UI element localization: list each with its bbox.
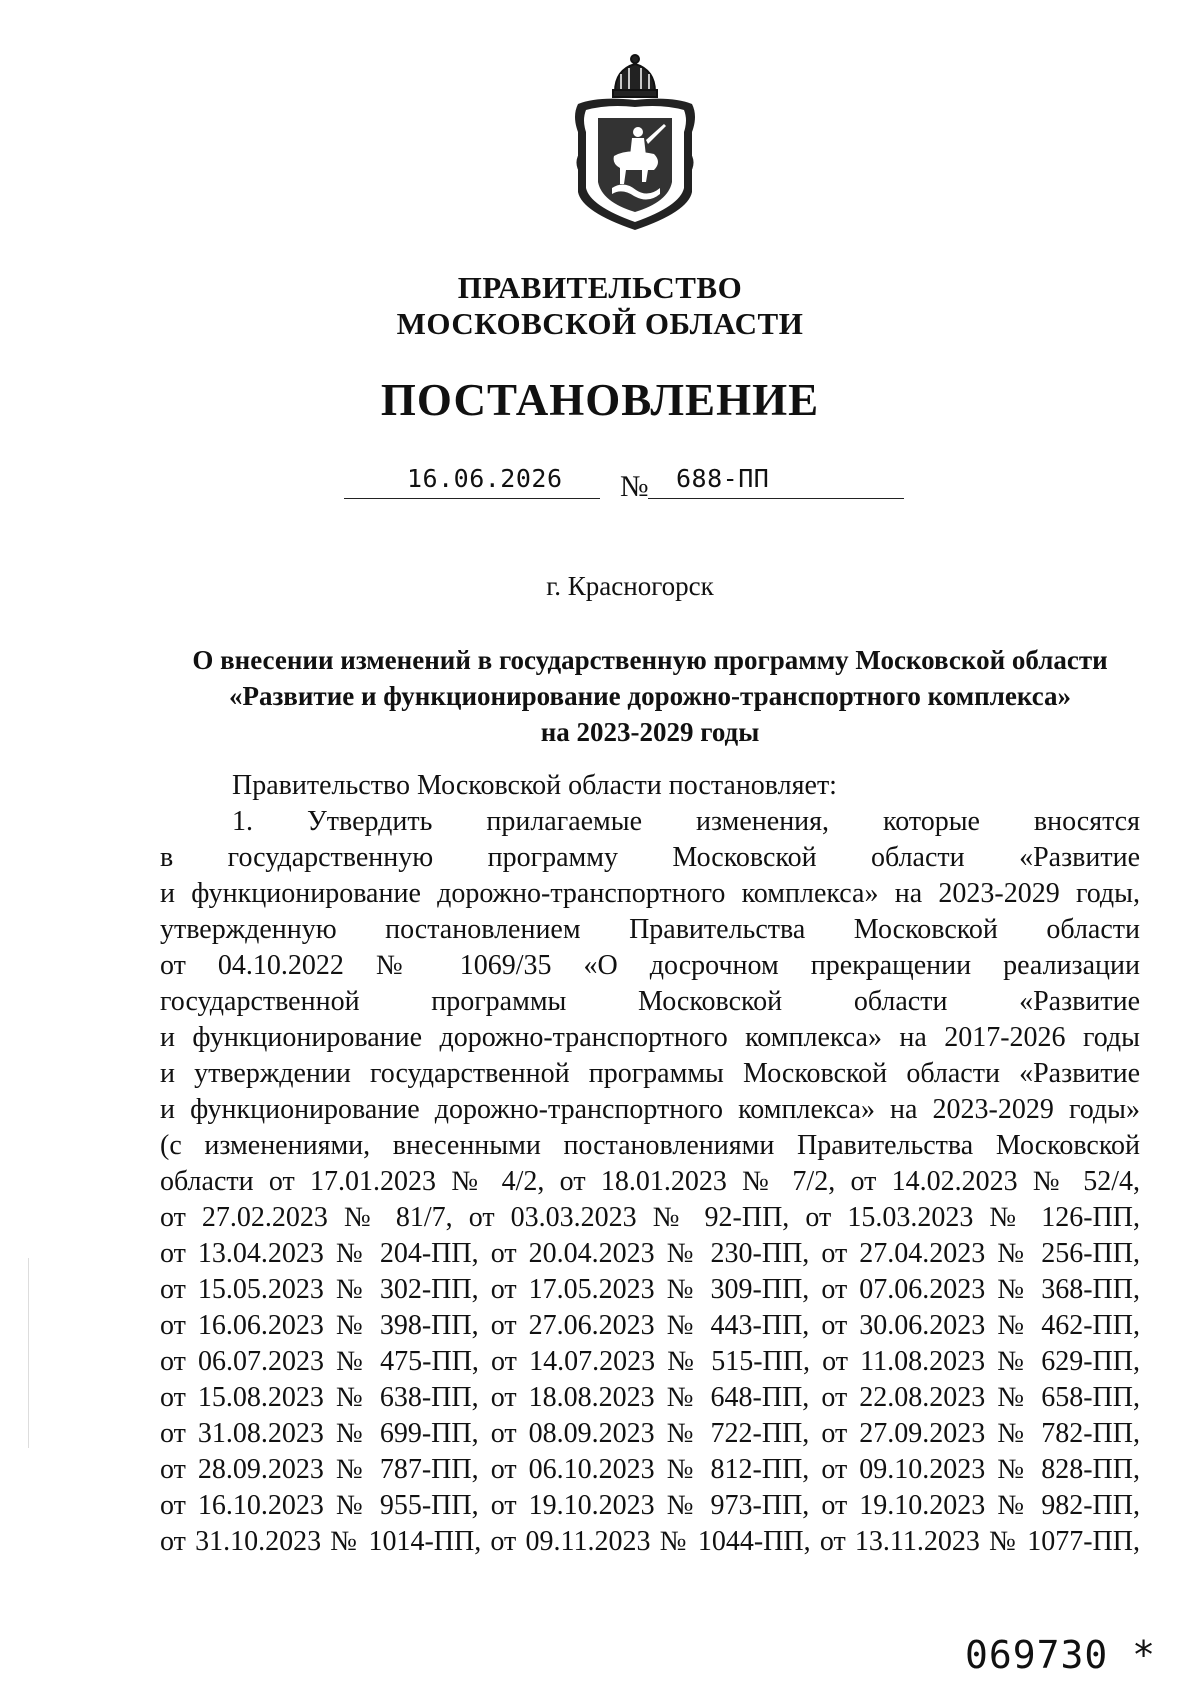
body-line: от 06.07.2023 № 475-ПП, от 14.07.2023 № 515-ПП, от 11.08.2023 № 629-ПП, [160,1346,1140,1377]
body-line: от 15.08.2023 № 638-ПП, от 18.08.2023 № 648-ПП, от 22.08.2023 № 658-ПП, [160,1382,1140,1413]
body-line: от 13.04.2023 № 204-ПП, от 20.04.2023 № 230-ПП, от 27.04.2023 № 256-ПП, [160,1238,1140,1269]
body-line: и функционирование дорожно-транспортного комплекса» на 2017-2026 годы [160,1022,1140,1053]
body-line: от 31.10.2023 № 1014-ПП, от 09.11.2023 № 1044-ПП, от 13.11.2023 № 1077-ПП, [160,1526,1140,1557]
body-line: государственной программы Московской области «Развитие [160,986,1140,1017]
date-underline [344,498,600,499]
body-line: в государственную программу Московской области «Развитие [160,842,1140,873]
body-line: и функционирование дорожно-транспортного комплекса» на 2023-2029 годы» [160,1094,1140,1125]
title-line: О внесении изменений в государственную программу Московской области [192,645,1108,675]
serial-number [965,1635,1156,1675]
scan-margin-mark [28,1258,29,1448]
document-body [160,768,1140,1560]
document-type-heading: ПОСТАНОВЛЕНИЕ [380,375,820,425]
government-name-line1: ПРАВИТЕЛЬСТВО [457,270,743,305]
serial-number-digits: 069730 [965,1633,1109,1677]
body-line: от 31.08.2023 № 699-ПП, от 08.09.2023 № 722-ПП, от 27.09.2023 № 782-ПП, [160,1418,1140,1449]
body-line: области от 17.01.2023 № 4/2, от 18.01.2023 № 7/2, от 14.02.2023 № 52/4, [160,1166,1140,1197]
body-line: от 16.06.2023 № 398-ПП, от 27.06.2023 № 443-ПП, от 30.06.2023 № 462-ПП, [160,1310,1140,1341]
body-line: от 15.05.2023 № 302-ПП, от 17.05.2023 № 309-ПП, от 07.06.2023 № 368-ПП, [160,1274,1140,1305]
serial-number-mark: * [1132,1633,1157,1677]
document-title [150,642,1150,750]
title-line: на 2023-2029 годы [540,717,760,747]
body-line: от 27.02.2023 № 81/7, от 03.03.2023 № 92-ПП, от 15.03.2023 № 126-ПП, [160,1202,1140,1233]
number-underline [648,498,904,499]
number-sign: № [620,470,649,503]
body-line: (с изменениями, внесенными постановлениями Правительства Московской [160,1130,1140,1161]
document-date: 16.06.2026 [407,464,563,493]
document-number: 688-ПП [676,464,770,493]
body-line: утвержденную постановлением Правительства Московской области [160,914,1140,945]
body-line: Правительство Московской области постановляет: [232,770,837,801]
body-line: от 16.10.2023 № 955-ПП, от 19.10.2023 № 973-ПП, от 19.10.2023 № 982-ПП, [160,1490,1140,1521]
body-line: от 28.09.2023 № 787-ПП, от 06.10.2023 № 812-ПП, от 09.10.2023 № 828-ПП, [160,1454,1140,1485]
title-line: «Развитие и функционирование дорожно-транспортного комплекса» [228,681,1072,711]
coat-of-arms-emblem [568,52,702,234]
government-name-line2: МОСКОВСКОЙ ОБЛАСТИ [396,306,804,341]
body-line: 1. Утвердить прилагаемые изменения, которые вносятся [232,806,1140,837]
city-name: г. Красногорск [546,571,714,601]
body-line: и функционирование дорожно-транспортного комплекса» на 2023-2029 годы, [160,878,1140,909]
body-line: и утверждении государственной программы Московской области «Развитие [160,1058,1140,1089]
body-line: от 04.10.2022 № 1069/35 «О досрочном прекращении реализации [160,950,1140,981]
